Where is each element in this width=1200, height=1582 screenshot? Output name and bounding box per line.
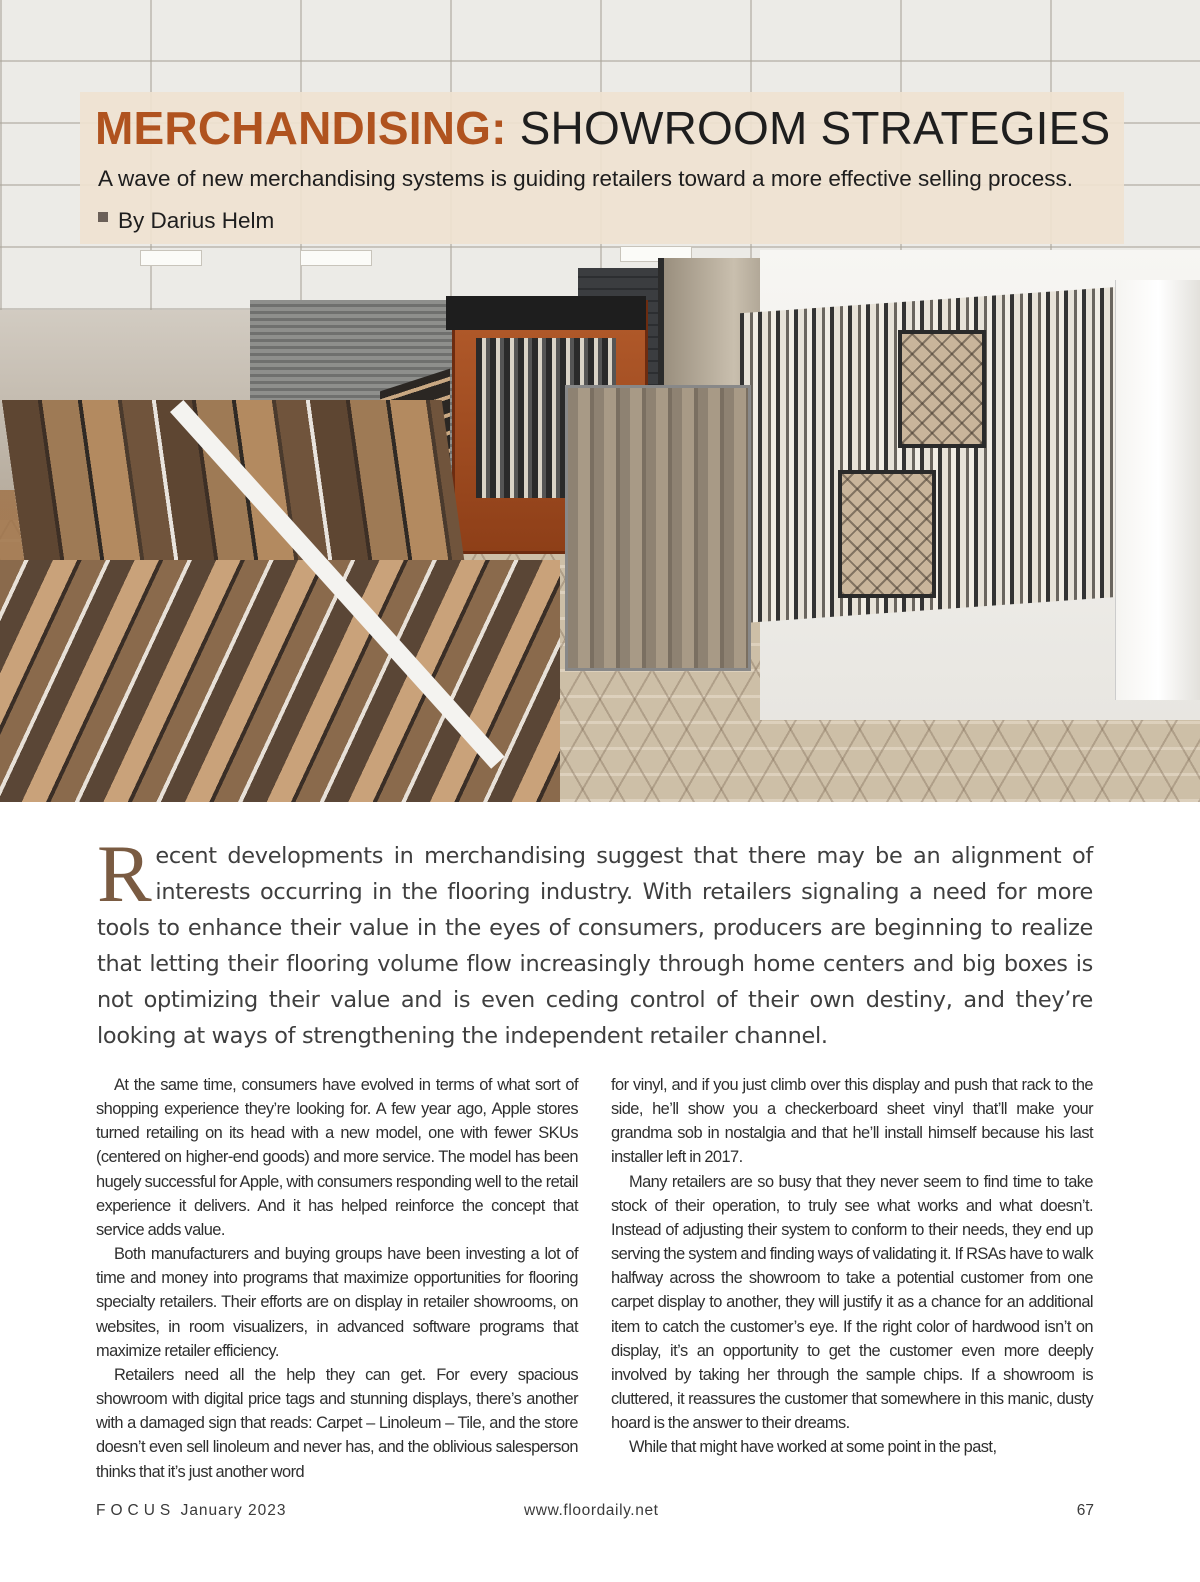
intro-paragraph	[97, 828, 1093, 1054]
article-headline	[95, 100, 1110, 156]
title-panel	[80, 92, 1124, 244]
ceiling-light	[140, 250, 202, 266]
issue-date: January 2023	[180, 1502, 287, 1519]
drop-cap: R	[97, 828, 152, 919]
body-paragraph: Retailers need all the help they can get. For every spacious showroom with digital price tags and stunning displays, there’s another with a damaged sign that reads: Carpet – Linoleum – Tile, and the store doesn’t even sell linoleum and never has, and the oblivious salesperson thinks that it’s just another word	[96, 1365, 578, 1481]
article-title: SHOWROOM STRATEGIES	[519, 102, 1111, 154]
article-deck: A wave of new merchandising systems is guiding retailers toward a more effective selling process.	[98, 166, 1074, 191]
body-paragraph: While that might have worked at some point in the past,	[629, 1438, 997, 1457]
plank-sample-rack	[0, 560, 560, 802]
magazine-name: FOCUS	[96, 1502, 176, 1519]
page-number: 67	[1076, 1502, 1094, 1519]
body-paragraph: Many retailers are so busy that they never seem to find time to take stock of their operation, to truly see what works and what doesn’t. Instead of adjusting their system to conform to their needs, they end up serving the system and finding ways of validating it. If RSAs have to walk halfway across the showroom to take a potential customer from one carpet display to another, they will justify it as a chance for an additional item to catch the customer’s eye. If the right color of hardwood isn’t on display, it’s an opportunity to get the customer even more deeply involved by taking her through the sample chips. If a showroom is cluttered, it reassures the customer that somewhere in this manic, dusty hoard is the answer to their dreams.	[611, 1172, 1093, 1433]
body-paragraph: Both manufacturers and buying groups have been investing a lot of time and money into programs that maximize opportunities for flooring specialty retailers. Their efforts are on display in retailer showrooms, on websites, in room visualizers, in advanced software programs that maximize retailer efficiency.	[96, 1245, 578, 1360]
tile-sample-panel	[838, 470, 936, 598]
tile-sample-panel	[898, 330, 986, 448]
body-paragraph: At the same time, consumers have evolved in terms of what sort of shopping experience they’re looking for. A few year ago, Apple stores turned retailing on its head with a new model, one with fewer SKUs (centered on higher-end goods) and more service. The model has been hugely successful for Apple, with consumers responding well to the retail experience it delivers. And it has helped reinforce the concept that service adds value.	[96, 1076, 578, 1239]
white-column	[1115, 280, 1200, 700]
website-link[interactable]: www.floordaily.net	[524, 1502, 659, 1519]
ceiling-light	[300, 250, 372, 266]
body-column-right	[611, 1073, 1093, 1460]
byline	[98, 206, 274, 236]
square-bullet-icon	[98, 212, 108, 222]
author-name: By Darius Helm	[118, 208, 275, 233]
intro-text: ecent developments in merchandising suggest that there may be an alignment of interests occurring in the flooring industry. With retailers signaling a need for more tools to enhance their value in the eyes of consumers, producers are beginning to realize that letting their flooring volume flow increasingly through home centers and big boxes is not optimizing their value and is even ceding control of their own destiny, and they’re looking at ways of strengthening the independent retailer channel.	[97, 843, 1093, 1049]
section-kicker: MERCHANDISING:	[95, 102, 507, 154]
page-footer	[96, 1502, 1094, 1526]
cabinet-header	[446, 296, 646, 330]
footer-issue	[96, 1502, 287, 1520]
body-column-left	[96, 1073, 578, 1484]
body-paragraph-continued: for vinyl, and if you just climb over this display and push that rack to the side, he’ll show you a checkerboard sheet vinyl that’ll make your grandma sob in nostalgia and that he’ll install himself because his last installer left in 2017.	[611, 1076, 1093, 1167]
carpet-sample-rack	[565, 385, 751, 671]
